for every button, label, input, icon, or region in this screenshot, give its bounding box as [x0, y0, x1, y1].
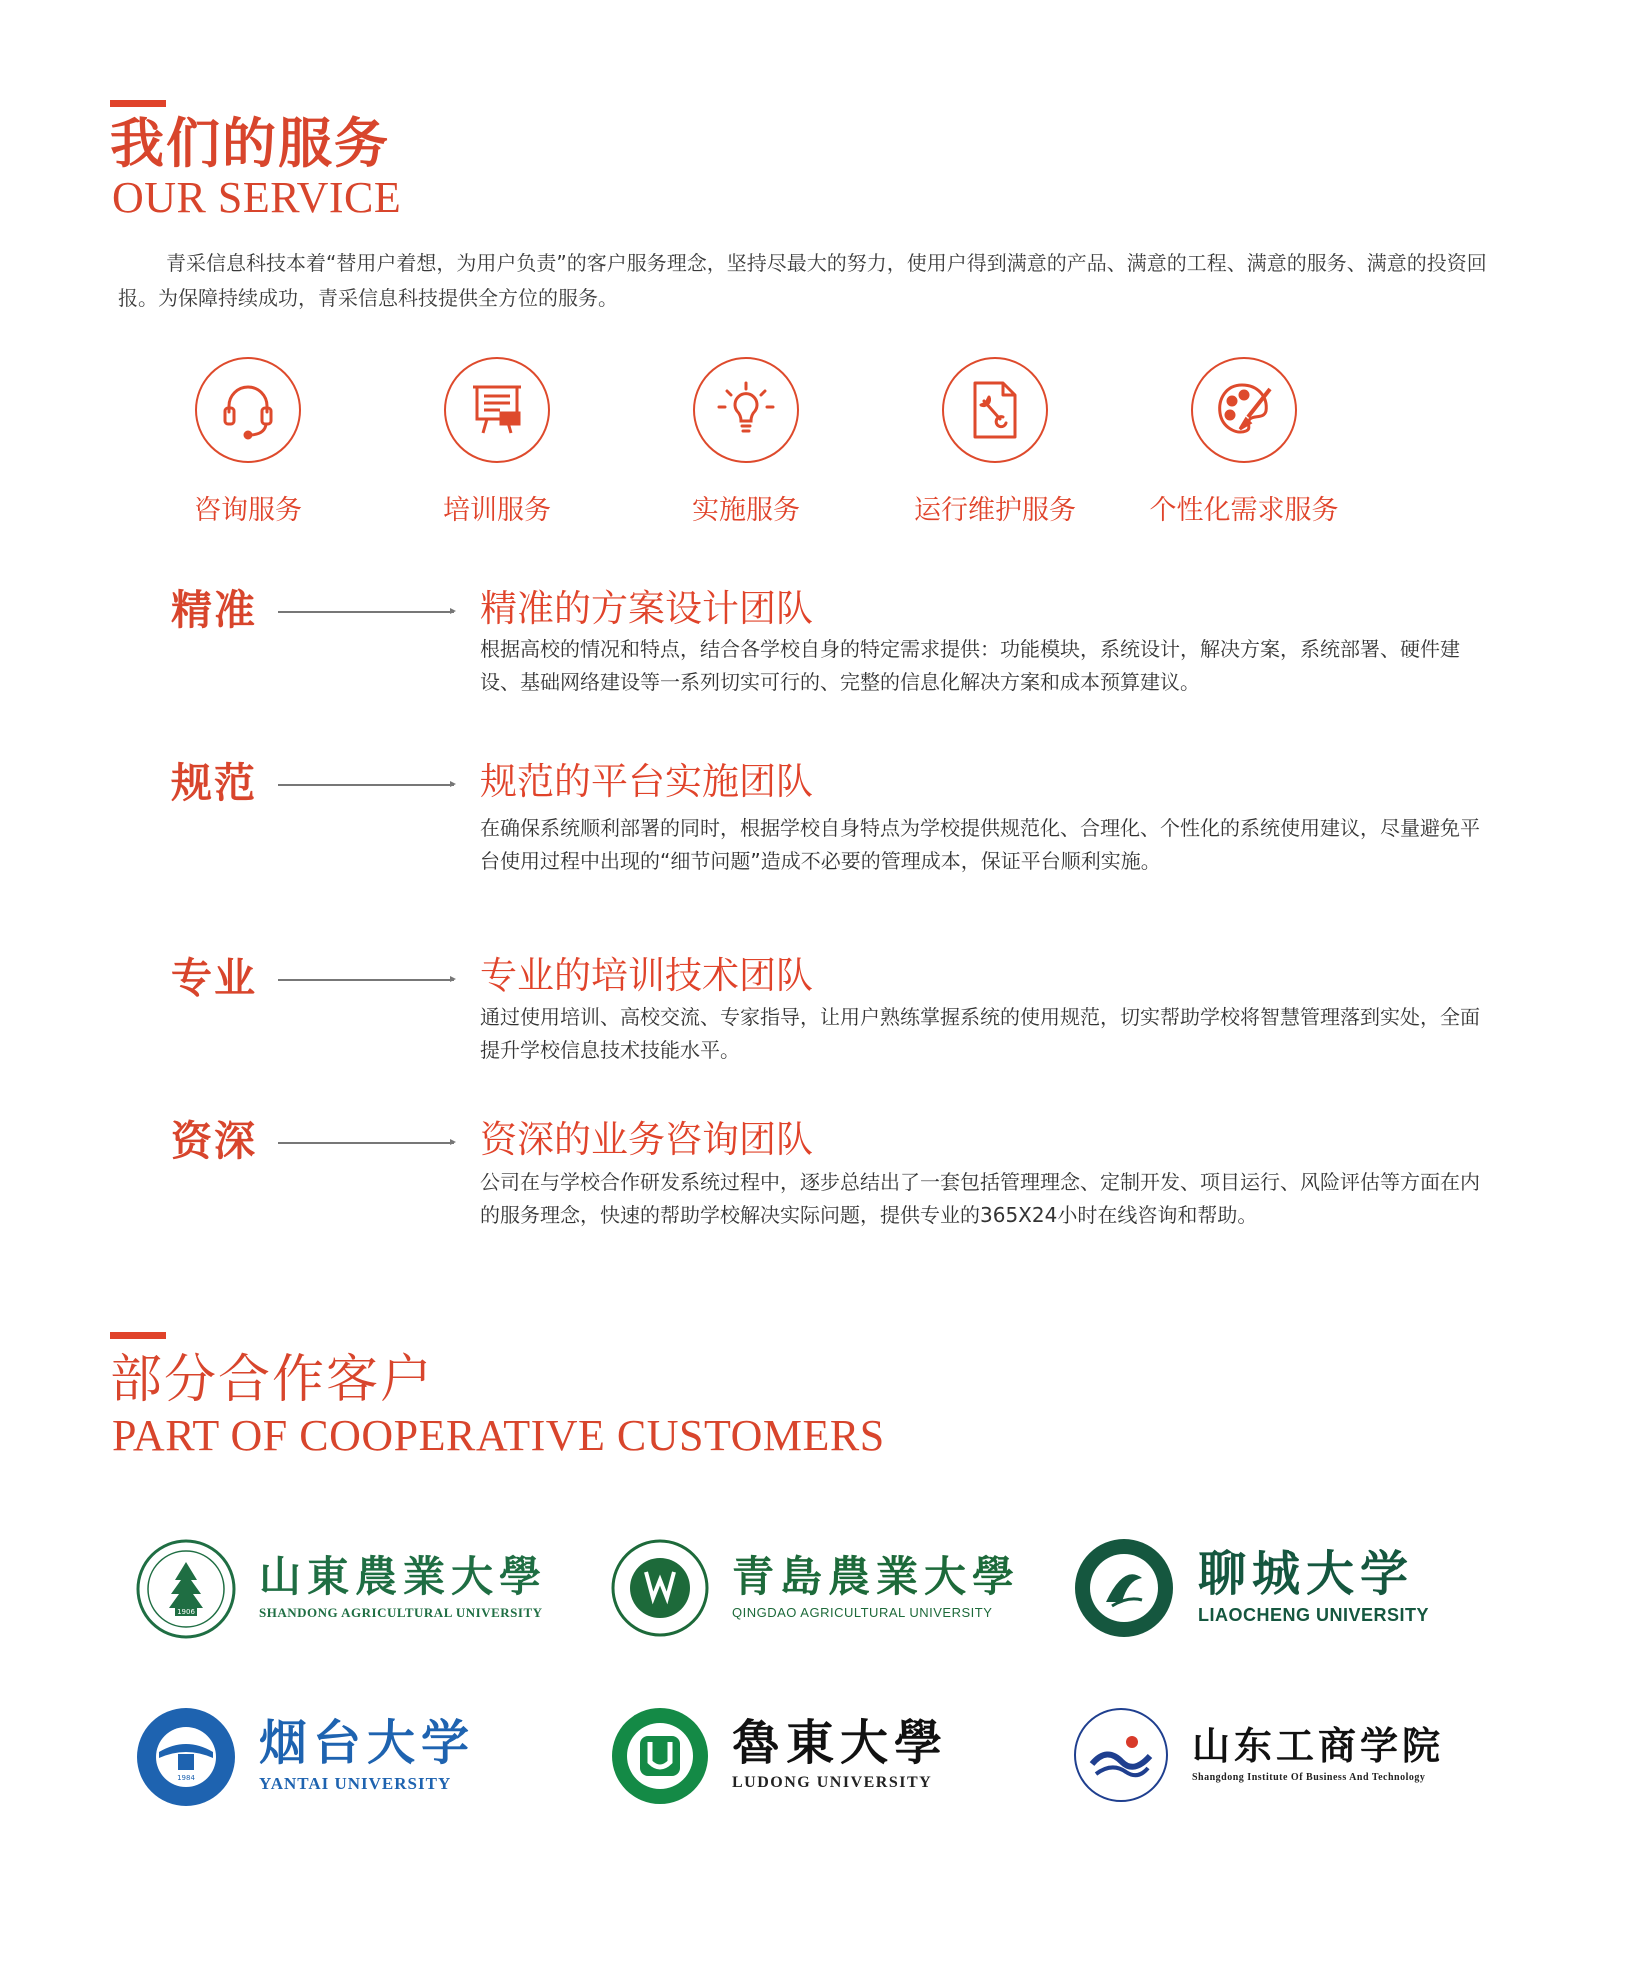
- university-seal-icon: [610, 1538, 710, 1638]
- lightbulb-icon: [693, 357, 799, 463]
- headset-icon: [195, 357, 301, 463]
- university-seal-icon: [135, 1538, 237, 1640]
- university-seal-icon: [135, 1706, 237, 1808]
- logo-name-cn: 山东工商学院: [1192, 1725, 1445, 1768]
- feature-title: 规范的平台实施团队: [480, 760, 813, 803]
- presentation-board-icon: [444, 357, 550, 463]
- feature-arrow-line: [278, 1142, 454, 1144]
- service-item-training: [397, 357, 597, 527]
- feature-title: 专业的培训技术团队: [480, 954, 813, 997]
- feature-arrow-line: [278, 979, 454, 981]
- feature-title: 精准的方案设计团队: [480, 587, 813, 630]
- logo-name-cn: 烟台大学: [259, 1717, 476, 1770]
- customers-title-cn: 部分合作客户: [110, 1350, 435, 1410]
- feature-desc: 根据高校的情况和特点，结合各学校自身的特定需求提供：功能模块，系统设计，解决方案，系统部署、硬件建设、基础网络建设等一系列切实可行的、完整的信息化解决方案和成本预算建议。: [480, 637, 1460, 694]
- service-item-implementation: [646, 357, 846, 527]
- university-seal-icon: [1072, 1536, 1176, 1640]
- service-item-customization: [1144, 357, 1344, 527]
- service-label: 运行维护服务: [914, 495, 1076, 526]
- section-accent-bar: [110, 100, 166, 107]
- logo-name-cn: 青島農業大學: [732, 1554, 1021, 1601]
- palette-brush-icon: [1191, 357, 1297, 463]
- logo-name-en: QINGDAO AGRICULTURAL UNIVERSITY: [732, 1604, 993, 1620]
- customer-logo-liaocheng: [1072, 1536, 1429, 1640]
- feature-key: 资深: [171, 1117, 257, 1165]
- seal-year: 1984: [177, 1774, 195, 1782]
- wrench-document-icon: [942, 357, 1048, 463]
- feature-desc: 公司在与学校合作研发系统过程中，逐步总结出了一套包括管理理念、定制开发、项目运行、风险评估等方面在内的服务理念，快速的帮助学校解决实际问题，提供专业的365X24小时在线咨询和帮助。: [480, 1170, 1480, 1227]
- service-label: 实施服务: [692, 495, 800, 526]
- logo-name-en: LIAOCHENG UNIVERSITY: [1198, 1604, 1430, 1625]
- logo-name-en: LUDONG UNIVERSITY: [732, 1774, 933, 1791]
- logo-name-en: Shangdong Institute Of Business And Technology: [1192, 1771, 1426, 1783]
- logo-name-en: SHANDONG AGRICULTURAL UNIVERSITY: [259, 1605, 543, 1620]
- customer-logo-shandong-business: [1072, 1706, 1444, 1804]
- feature-arrow-line: [278, 611, 454, 613]
- seal-year: 1951: [649, 1605, 671, 1614]
- logo-name-cn: 魯東大學: [732, 1717, 949, 1770]
- service-label: 咨询服务: [194, 495, 302, 526]
- customer-logo-ludong: [610, 1706, 948, 1806]
- feature-key: 规范: [171, 759, 257, 807]
- service-title-en: OUR SERVICE: [112, 173, 402, 222]
- service-item-consulting: [148, 357, 348, 527]
- feature-arrow-line: [278, 784, 454, 786]
- customer-logo-qingdao-agricultural: [610, 1538, 1020, 1638]
- feature-title: 资深的业务咨询团队: [480, 1118, 813, 1161]
- service-label: 个性化需求服务: [1149, 495, 1339, 526]
- service-intro: 青采信息科技本着“替用户着想，为用户负责”的客户服务理念，坚持尽最大的努力，使用户得到满意的产品、满意的工程、满意的服务、满意的投资回报。为保障持续成功，青采信息科技提供全方位的服务。: [118, 251, 1487, 310]
- customers-title-en: PART OF COOPERATIVE CUSTOMERS: [112, 1411, 885, 1460]
- service-item-maintenance: [895, 357, 1095, 527]
- feature-desc: 在确保系统顺利部署的同时，根据学校自身特点为学校提供规范化、合理化、个性化的系统使用建议，尽量避免平台使用过程中出现的“细节问题”造成不必要的管理成本，保证平台顺利实施。: [480, 816, 1480, 873]
- service-label: 培训服务: [443, 495, 551, 526]
- customer-logo-yantai: [135, 1706, 475, 1808]
- feature-desc: 通过使用培训、高校交流、专家指导，让用户熟练掌握系统的使用规范，切实帮助学校将智慧管理落到实处，全面提升学校信息技术技能水平。: [480, 1005, 1480, 1062]
- section-accent-bar: [110, 1332, 166, 1339]
- service-title-cn: 我们的服务: [110, 112, 390, 175]
- customer-logo-shandong-agricultural: [135, 1538, 547, 1640]
- logo-name-cn: 山東農業大學: [259, 1555, 548, 1601]
- university-seal-icon: [1072, 1706, 1170, 1804]
- feature-key: 专业: [171, 954, 257, 1002]
- university-seal-icon: [610, 1706, 710, 1806]
- seal-year: 1906: [177, 1608, 195, 1616]
- logo-name-cn: 聊城大学: [1198, 1547, 1415, 1601]
- feature-key: 精准: [171, 586, 257, 634]
- logo-name-en: YANTAI UNIVERSITY: [259, 1774, 452, 1793]
